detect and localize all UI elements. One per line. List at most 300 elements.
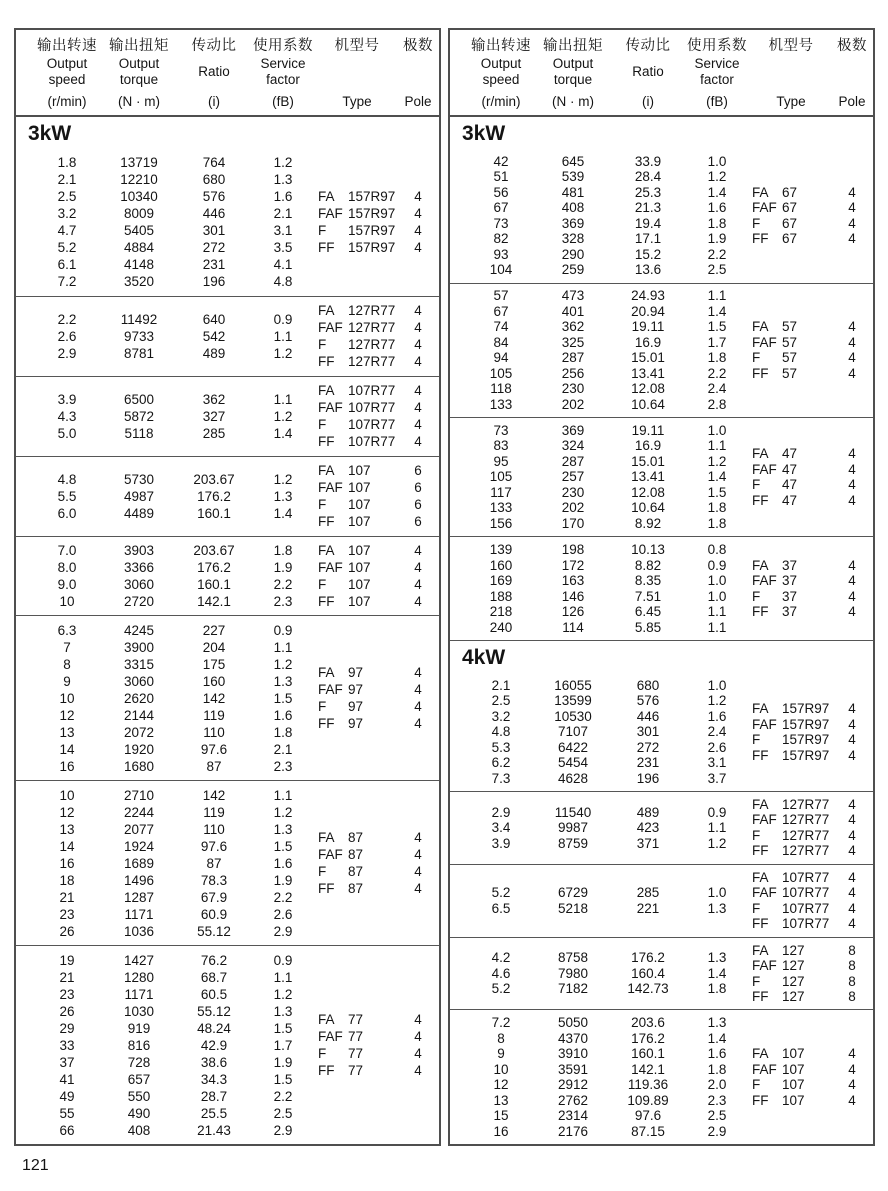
pole-value: 4 [414,864,422,880]
cell-fb: 2.3 [273,593,293,609]
cell-fb: 1.8 [707,215,727,231]
type-prefix: FF [318,354,335,370]
cell-speed: 5.3 [491,739,511,755]
cell-ratio: 176.2 [197,559,231,575]
type-model: 57 [782,319,798,335]
cell-speed: 16 [59,855,75,871]
cell-fb: 2.2 [273,576,293,592]
type-model: 107 [348,542,371,558]
header-cell-pole [830,36,874,110]
spec-block [450,864,873,937]
data-row [470,366,752,382]
type-prefix: FF [318,514,335,530]
data-row [470,771,752,787]
pole-value: 4 [848,588,856,604]
type-model: 127R77 [782,843,830,859]
pole-value: 4 [848,1092,856,1108]
spec-block [450,1009,873,1144]
pole-value: 4 [848,557,856,573]
cell-ratio: 285 [636,885,660,901]
type-model: 87 [348,847,364,863]
cell-torque: 8781 [123,345,155,361]
data-row [470,981,752,997]
type-model: 157R97 [348,223,396,239]
cell-speed: 5.0 [57,425,77,441]
cell-torque: 4245 [123,622,155,638]
data-rows [36,311,318,362]
data-row [470,1046,752,1062]
type-prefix: FF [752,989,769,1005]
cell-ratio: 42.9 [200,1037,228,1053]
cell-ratio: 680 [636,677,660,693]
cell-ratio: 28.7 [200,1088,228,1104]
cell-speed: 41 [59,1071,75,1087]
data-row [36,889,318,906]
cell-fb: 1.3 [273,488,293,504]
cell-torque: 919 [127,1020,151,1036]
header-cell-torque [98,36,180,110]
type-model: 107R77 [782,916,830,932]
type-model: 157R97 [348,240,396,256]
cell-torque: 13719 [120,155,158,171]
type-model: 107 [348,593,371,609]
cell-torque: 3060 [123,576,155,592]
data-rows [470,678,752,787]
cell-ratio: 576 [202,189,226,205]
cell-speed: 4.6 [491,965,511,981]
cell-fb: 1.2 [273,804,293,820]
cell-torque: 257 [561,469,585,485]
cell-ratio: 446 [636,708,660,724]
cell-fb: 2.8 [707,396,727,412]
pole-value: 4 [848,184,856,200]
cell-torque: 325 [561,334,585,350]
type-model: 107 [782,1061,805,1077]
pole-value: 4 [414,716,422,732]
type-row [752,1062,873,1078]
header-label-en-line: Service [260,56,306,71]
cell-speed: 2.9 [57,345,77,361]
header-label-unit: Pole [404,94,432,109]
cell-ratio: 10.13 [631,542,665,558]
pole-value: 4 [848,747,856,763]
data-rows [36,952,318,1139]
pole-value: 4 [414,1046,422,1062]
type-prefix: FA [318,542,335,558]
cell-speed: 133 [489,396,513,412]
type-prefix: FAF [752,812,777,828]
cell-fb: 2.2 [273,1088,293,1104]
cell-fb: 1.2 [707,835,727,851]
type-prefix: FF [752,604,769,620]
data-row [36,1020,318,1037]
cell-fb: 1.5 [273,838,293,854]
type-prefix: F [752,1077,761,1093]
cell-speed: 10 [59,787,75,803]
pole-value: 4 [414,1012,422,1028]
data-row [470,604,752,620]
cell-fb: 1.4 [707,1030,727,1046]
type-row [752,828,873,844]
pole-value: 8 [848,973,856,989]
cell-speed: 3.2 [57,206,77,222]
cell-ratio: 119 [203,707,225,723]
pole-value: 4 [848,885,856,901]
cell-ratio: 160.1 [197,505,231,521]
type-row [318,353,439,370]
data-row [36,1122,318,1139]
cell-fb: 1.5 [707,484,727,500]
data-row [470,1108,752,1124]
data-row [36,1071,318,1088]
cell-torque: 5730 [123,471,155,487]
cell-fb: 1.1 [273,328,293,344]
type-prefix: F [318,1046,327,1062]
type-list [752,1046,873,1108]
cell-ratio: 142.1 [197,593,231,609]
cell-ratio: 272 [202,240,226,256]
data-row [36,758,318,775]
type-list [752,943,873,1005]
type-prefix: FF [318,881,335,897]
cell-ratio: 16.9 [634,438,662,454]
type-row [318,222,439,239]
data-row [36,188,318,205]
cell-fb: 3.5 [273,240,293,256]
section-title: 3kW [462,122,506,145]
cell-speed: 4.3 [57,408,77,424]
data-row [470,500,752,516]
spec-block [16,456,439,536]
cell-speed: 2.1 [491,677,511,693]
pole-value: 4 [414,830,422,846]
data-row [470,288,752,304]
type-row [318,336,439,353]
cell-speed: 73 [493,215,509,231]
pole-value: 4 [414,240,422,256]
type-row [318,319,439,336]
cell-ratio: 13.41 [631,469,665,485]
cell-ratio: 24.93 [631,288,665,304]
type-prefix: FAF [318,206,343,222]
cell-fb: 1.3 [707,950,727,966]
type-row [752,589,873,605]
type-row [318,416,439,433]
type-row [318,433,439,450]
cell-torque: 3900 [123,639,155,655]
header-cell-ratio [180,36,248,110]
cell-ratio: 33.9 [634,153,662,169]
cell-fb: 2.5 [707,1108,727,1124]
type-prefix: FAF [752,334,777,350]
pole-value: 4 [848,869,856,885]
cell-speed: 2.2 [57,311,77,327]
cell-ratio: 97.6 [634,1108,662,1124]
type-model: 37 [782,604,798,620]
spec-block [16,780,439,945]
type-row [752,493,873,509]
data-row [36,408,318,425]
type-model: 107 [348,463,371,479]
cell-speed: 83 [493,438,509,454]
type-prefix: FA [752,319,769,335]
data-row [470,200,752,216]
cell-ratio: 28.4 [634,169,662,185]
type-row [318,382,439,399]
type-model: 107R77 [348,383,396,399]
type-prefix: FAF [752,885,777,901]
data-row [36,622,318,639]
type-row [752,943,873,959]
cell-fb: 2.1 [273,206,293,222]
pole-value: 4 [414,699,422,715]
cell-torque: 290 [561,246,585,262]
cell-torque: 202 [561,396,585,412]
type-prefix: F [752,732,761,748]
cell-ratio: 489 [636,804,660,820]
cell-ratio: 19.11 [631,422,665,438]
cell-ratio: 196 [636,770,660,786]
cell-speed: 2.6 [57,328,77,344]
cell-speed: 26 [59,1003,75,1019]
data-row [36,391,318,408]
cell-torque: 5218 [557,900,589,916]
cell-torque: 1171 [124,906,154,922]
type-row [752,573,873,589]
cell-ratio: 8.92 [634,515,662,531]
data-row [36,1054,318,1071]
cell-torque: 230 [561,484,585,500]
cell-speed: 1.8 [57,155,77,171]
pole-value: 4 [848,796,856,812]
cell-ratio: 110 [203,821,225,837]
pole-value: 4 [414,303,422,319]
cell-fb: 1.8 [707,515,727,531]
cell-fb: 1.8 [707,981,727,997]
type-row [752,732,873,748]
section-title: 4kW [450,640,873,673]
type-model: 107R77 [348,434,396,450]
type-prefix: FAF [318,682,343,698]
data-row [36,804,318,821]
data-row [470,350,752,366]
spec-block [450,417,873,536]
cell-fb: 1.3 [273,821,293,837]
header-label-unit: (N · m) [552,94,594,109]
cell-ratio: 17.1 [634,231,662,247]
cell-ratio: 301 [202,223,226,239]
data-row [36,222,318,239]
header-cell-service-factor [248,36,318,110]
header-label-zh: 极数 [403,38,433,54]
type-prefix: FA [752,1046,769,1062]
cell-torque: 4884 [123,240,155,256]
type-prefix: FAF [318,400,343,416]
cell-ratio: 204 [202,639,226,655]
table-header [16,30,439,117]
cell-ratio: 176.2 [631,950,665,966]
cell-fb: 1.1 [707,820,727,836]
header-label-en [198,56,230,87]
cell-torque: 1920 [123,741,155,757]
cell-speed: 12 [59,804,75,820]
cell-speed: 13 [493,1092,509,1108]
type-list [752,319,873,381]
spec-block [16,296,439,376]
cell-fb: 4.8 [273,274,293,290]
type-model: 77 [348,1046,364,1062]
data-row [36,787,318,804]
data-row [470,1077,752,1093]
cell-ratio: 97.6 [200,741,228,757]
cell-ratio: 285 [202,425,226,441]
cell-fb: 1.9 [273,1054,293,1070]
cell-fb: 2.2 [273,889,293,905]
cell-ratio: 67.9 [200,889,228,905]
type-prefix: FAF [318,559,343,575]
cell-ratio: 5.85 [634,619,662,635]
type-model: 107 [348,559,371,575]
cell-torque: 550 [127,1088,151,1104]
data-row [470,381,752,397]
type-prefix: FA [318,463,335,479]
pole-value: 4 [848,573,856,589]
cell-fb: 0.9 [273,622,293,638]
type-prefix: F [318,497,327,513]
cell-fb: 2.9 [273,923,293,939]
cell-speed: 240 [489,619,513,635]
header-label-en-line: Ratio [632,63,664,79]
cell-torque: 9987 [557,820,589,836]
type-model: 107 [348,480,371,496]
cell-ratio: 87 [206,855,222,871]
cell-fb: 1.4 [707,469,727,485]
cell-speed: 7.3 [491,770,511,786]
data-row [36,311,318,328]
pole-value: 4 [414,576,422,592]
data-row [36,542,318,559]
cell-fb: 1.8 [707,1061,727,1077]
type-row [318,559,439,576]
cell-torque: 4370 [557,1030,589,1046]
type-prefix: F [318,576,327,592]
type-model: 127R77 [348,354,396,370]
cell-fb: 2.2 [707,246,727,262]
cell-torque: 324 [561,438,585,454]
cell-fb: 1.3 [273,172,293,188]
spec-block [16,536,439,616]
cell-ratio: 19.4 [634,215,662,231]
pole-value: 4 [414,682,422,698]
data-rows [470,805,752,852]
cell-torque: 2710 [123,787,155,803]
header-label-en-line: speed [482,71,520,87]
cell-ratio: 55.12 [197,923,231,939]
header-label-en-line: factor [700,71,734,87]
cell-torque: 816 [127,1037,151,1053]
type-row [318,399,439,416]
cell-torque: 8759 [557,835,589,851]
cell-ratio: 48.24 [197,1020,231,1036]
data-row [36,488,318,505]
cell-ratio: 327 [202,408,226,424]
cell-torque: 3060 [123,673,155,689]
cell-torque: 172 [561,557,585,573]
type-model: 107 [782,1077,805,1093]
cell-ratio: 13.6 [634,262,662,278]
type-prefix: FAF [752,1061,777,1077]
cell-speed: 7 [63,639,71,655]
data-row [36,505,318,522]
data-row [470,901,752,917]
type-row [752,701,873,717]
cell-torque: 2720 [123,593,155,609]
header-label-zh: 机型号 [768,38,814,54]
data-rows [470,542,752,635]
cell-speed: 12 [493,1077,509,1093]
data-row [470,755,752,771]
cell-speed: 118 [490,381,512,397]
cell-fb: 1.0 [707,422,727,438]
pole-value: 4 [848,231,856,247]
cell-speed: 4.8 [491,724,511,740]
page-number: 121 [22,1157,49,1174]
type-prefix: FA [752,446,769,462]
cell-torque: 9733 [123,328,155,344]
pole-value: 6 [414,514,422,530]
cell-fb: 1.2 [273,155,293,171]
spec-block [450,937,873,1010]
data-row [470,185,752,201]
cell-ratio: 21.3 [634,200,662,216]
data-row [470,558,752,574]
cell-ratio: 142.1 [631,1061,665,1077]
cell-ratio: 8.82 [634,557,662,573]
data-row [36,471,318,488]
type-prefix: FAF [318,480,343,496]
cell-ratio: 640 [202,311,226,327]
header-label-unit: (r/min) [481,94,521,109]
cell-torque: 1680 [123,758,155,774]
cell-speed: 66 [59,1122,75,1138]
cell-fb: 0.8 [707,542,727,558]
header-label-zh: 输出转速 [37,38,97,54]
data-rows [36,542,318,610]
type-model: 47 [782,446,798,462]
cell-torque: 202 [561,500,585,516]
cell-speed: 55 [59,1105,75,1121]
cell-fb: 1.6 [273,855,293,871]
data-rows [470,423,752,532]
data-row [470,740,752,756]
cell-fb: 1.1 [707,604,727,620]
type-prefix: F [752,900,761,916]
type-row [752,717,873,733]
cell-ratio: 489 [202,345,226,361]
spec-block [16,945,439,1144]
cell-ratio: 542 [202,328,226,344]
cell-torque: 11540 [554,804,592,820]
type-prefix: FF [318,716,335,732]
cell-speed: 3.2 [491,708,511,724]
cell-torque: 114 [562,619,584,635]
data-row [470,724,752,740]
cell-fb: 1.0 [707,588,727,604]
cell-ratio: 423 [636,820,660,836]
cell-torque: 2176 [557,1123,589,1139]
type-prefix: F [752,827,761,843]
type-model: 127R77 [348,337,396,353]
